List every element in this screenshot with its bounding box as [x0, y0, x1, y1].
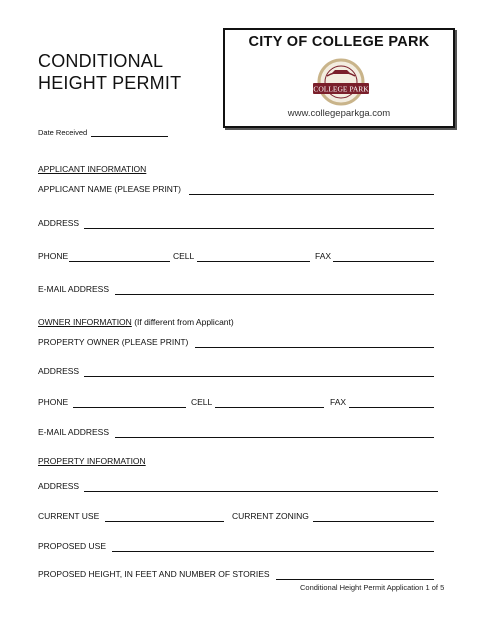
current-zoning-field[interactable]	[313, 521, 434, 522]
applicant-section-heading: APPLICANT INFORMATION	[38, 164, 147, 174]
owner-cell-label: CELL	[191, 397, 213, 407]
applicant-cell-field[interactable]	[197, 261, 310, 262]
owner-cell-field[interactable]	[215, 407, 324, 408]
owner-address-field[interactable]	[84, 376, 434, 377]
owner-phone-label: PHONE	[38, 397, 69, 407]
applicant-phone-field[interactable]	[69, 261, 170, 262]
proposed-height-label: PROPOSED HEIGHT, IN FEET AND NUMBER OF STORIES	[38, 569, 270, 579]
current-use-label: CURRENT USE	[38, 511, 100, 521]
current-zoning-label: CURRENT ZONING	[232, 511, 309, 521]
city-website: www.collegeparkga.com	[287, 108, 391, 119]
applicant-email-label: E-MAIL ADDRESS	[38, 284, 110, 294]
owner-section-heading: OWNER INFORMATION	[38, 317, 132, 327]
applicant-email-field[interactable]	[115, 294, 434, 295]
page-title-line2: HEIGHT PERMIT	[38, 73, 182, 93]
page-title-line1: CONDITIONAL	[38, 51, 164, 71]
owner-address-label: ADDRESS	[38, 366, 80, 376]
owner-fax-field[interactable]	[349, 407, 434, 408]
owner-section-heading-row	[38, 317, 234, 327]
property-section-heading: PROPERTY INFORMATION	[38, 456, 146, 466]
applicant-address-field[interactable]	[84, 228, 434, 229]
applicant-address-label: ADDRESS	[38, 218, 80, 228]
property-address-field[interactable]	[84, 491, 438, 492]
date-received-field[interactable]	[91, 136, 168, 137]
proposed-use-field[interactable]	[112, 551, 434, 552]
owner-fax-label: FAX	[330, 397, 347, 407]
city-name: CITY OF COLLEGE PARK	[248, 34, 430, 50]
owner-section-note: (If different from Applicant)	[134, 317, 234, 327]
applicant-fax-label: FAX	[315, 251, 332, 261]
applicant-fax-field[interactable]	[333, 261, 434, 262]
owner-phone-field[interactable]	[73, 407, 186, 408]
applicant-cell-label: CELL	[173, 251, 195, 261]
property-address-label: ADDRESS	[38, 481, 80, 491]
property-owner-label: PROPERTY OWNER (PLEASE PRINT)	[38, 337, 189, 347]
property-owner-field[interactable]	[195, 347, 434, 348]
page-footer: Conditional Height Permit Application 1 of 5	[300, 583, 445, 592]
applicant-phone-label: PHONE	[38, 251, 69, 261]
city-seal-icon	[309, 56, 373, 110]
date-received-label: Date Received	[38, 128, 88, 137]
seal-text: COLLEGE PARK	[313, 84, 369, 94]
city-logo-box	[223, 28, 455, 128]
applicant-name-field[interactable]	[189, 194, 434, 195]
current-use-field[interactable]	[105, 521, 224, 522]
owner-email-label: E-MAIL ADDRESS	[38, 427, 110, 437]
owner-email-field[interactable]	[115, 437, 434, 438]
applicant-name-label: APPLICANT NAME (PLEASE PRINT)	[38, 184, 181, 194]
proposed-use-label: PROPOSED USE	[38, 541, 107, 551]
proposed-height-field[interactable]	[276, 579, 434, 580]
